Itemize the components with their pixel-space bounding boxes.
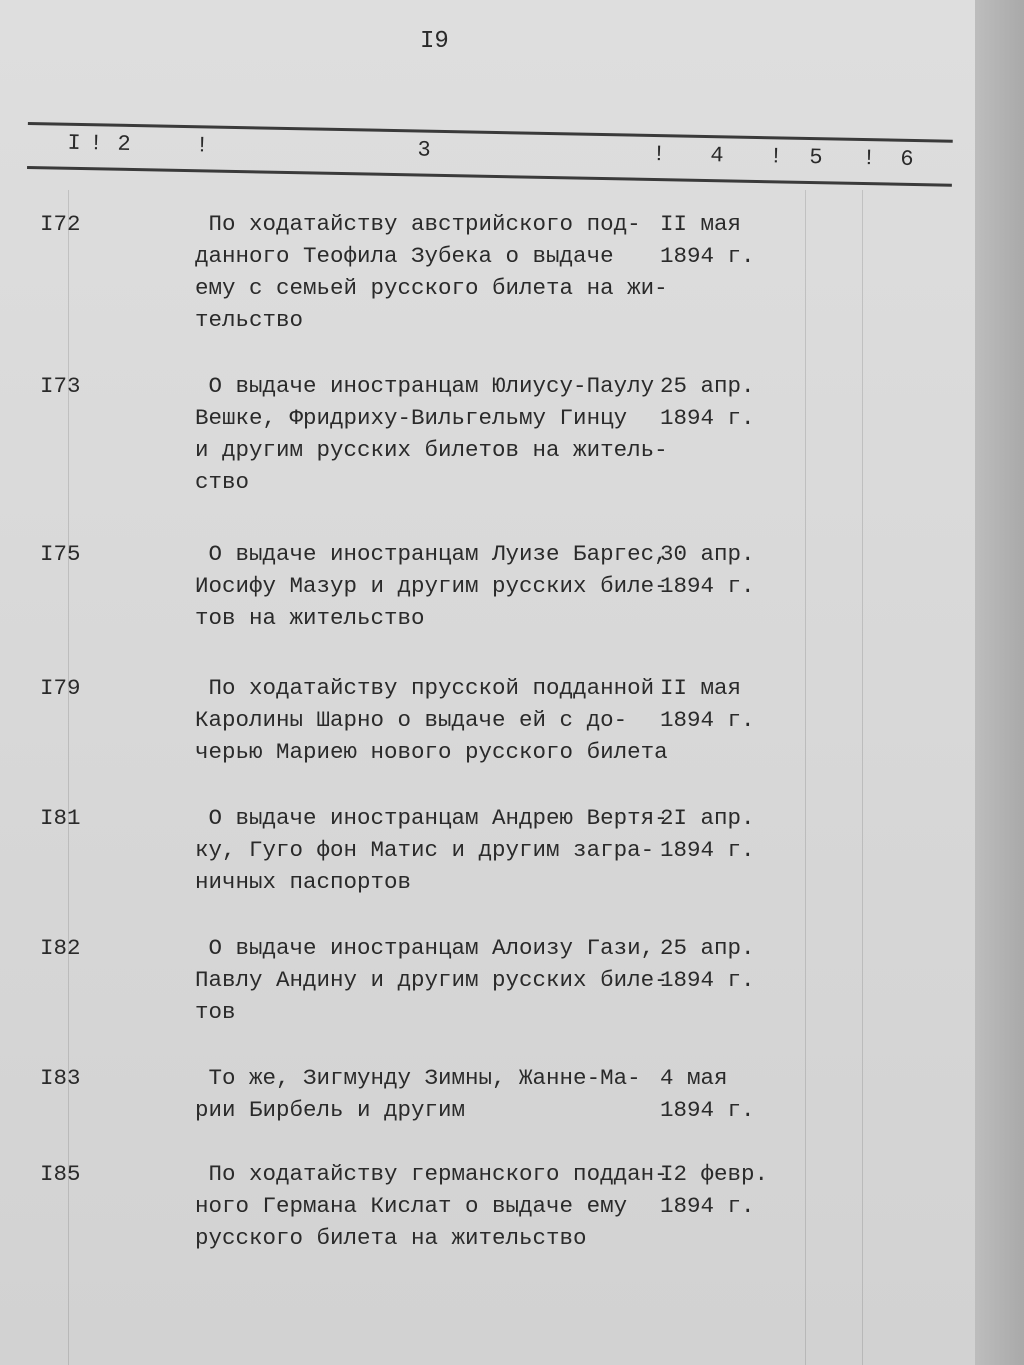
entry-date	[660, 802, 755, 866]
date-line: 1894 г.	[660, 1193, 755, 1219]
entry-number: I81	[40, 805, 81, 831]
entry-date	[660, 1062, 755, 1126]
description-line: По ходатайству германского поддан-	[195, 1161, 668, 1187]
description-line: Павлу Андину и другим русских биле-	[195, 967, 668, 993]
entry-description	[195, 370, 668, 498]
entry-description	[195, 1158, 668, 1254]
description-line: О выдаче иностранцам Юлиусу-Паулу	[195, 373, 655, 399]
date-line: 2I апр.	[660, 805, 755, 831]
entry-date	[660, 672, 755, 736]
date-line: 30 апр.	[660, 541, 755, 567]
header-sep: !	[652, 141, 666, 168]
entry-number: I79	[40, 675, 81, 701]
date-line: 1894 г.	[660, 1097, 755, 1123]
header-col-1: I	[67, 130, 81, 157]
description-line: и другим русских билетов на житель-	[195, 437, 668, 463]
entry-description	[195, 802, 668, 898]
description-line: рии Бирбель и другим	[195, 1097, 466, 1123]
entry-description	[195, 538, 668, 634]
header-col-4: 4	[710, 143, 724, 169]
description-line: ного Германа Кислат о выдаче ему	[195, 1193, 628, 1219]
entry-number: I72	[40, 211, 81, 237]
entry-date	[660, 1158, 768, 1222]
date-line: 25 апр.	[660, 373, 755, 399]
description-line: тов на жительство	[195, 605, 425, 631]
date-line: 25 апр.	[660, 935, 755, 961]
header-col-3: 3	[417, 137, 431, 163]
entry-date	[660, 538, 755, 602]
description-line: черью Мариею нового русского билета	[195, 739, 668, 765]
description-line: тельство	[195, 307, 304, 333]
entry-description	[195, 1062, 641, 1126]
entry-number: I82	[40, 935, 81, 961]
date-line: II мая	[660, 211, 742, 237]
description-line: О выдаче иностранцам Андрею Вертя-	[195, 805, 668, 831]
entry-number: I83	[40, 1065, 81, 1091]
description-line: Иосифу Мазур и другим русских биле-	[195, 573, 668, 599]
entry-number: I75	[40, 541, 81, 567]
entry-date	[660, 208, 755, 272]
description-line: ему с семьей русского билета на жи-	[195, 275, 668, 301]
header-sep: !	[769, 144, 783, 170]
description-line: ство	[195, 469, 250, 495]
date-line: 1894 г.	[660, 837, 755, 863]
header-col-5: 5	[809, 145, 823, 171]
description-line: русского билета на жительство	[195, 1225, 587, 1251]
entry-description	[195, 932, 668, 1028]
entry-number: I85	[40, 1161, 81, 1187]
entry-date	[660, 370, 755, 434]
description-line: данного Теофила Зубека о выдаче	[195, 243, 614, 269]
description-line: ку, Гуго фон Матис и другим загра-	[195, 837, 655, 863]
column-rule	[862, 190, 863, 1365]
header-col-2: 2	[117, 131, 131, 157]
date-line: 1894 г.	[660, 243, 755, 269]
header-sep: !	[862, 146, 876, 172]
description-line: По ходатайству прусской подданной	[195, 675, 655, 701]
date-line: 1894 г.	[660, 707, 755, 733]
column-rule	[805, 190, 806, 1365]
date-line: 4 мая	[660, 1065, 728, 1091]
description-line: Каролины Шарно о выдаче ей с до-	[195, 707, 628, 733]
date-line: 1894 г.	[660, 405, 755, 431]
date-line: 1894 г.	[660, 967, 755, 993]
description-line: ничных паспортов	[195, 869, 412, 895]
description-line: О выдаче иностранцам Алоизу Гази,	[195, 935, 655, 961]
date-line: II мая	[660, 675, 742, 701]
description-line: По ходатайству австрийского под-	[195, 211, 641, 237]
description-line: О выдаче иностранцам Луизе Баргес,	[195, 541, 668, 567]
date-line: I2 февр.	[660, 1161, 769, 1187]
entry-description	[195, 208, 668, 336]
entry-number: I73	[40, 373, 81, 399]
page-number: I9	[420, 28, 449, 55]
entry-description	[195, 672, 668, 768]
header-sep: !	[89, 131, 103, 157]
page-edge	[975, 0, 1024, 1365]
description-line: Вешке, Фридриху-Вильгельму Гинцу	[195, 405, 628, 431]
description-line: То же, Зигмунду Зимны, Жанне-Ма-	[195, 1065, 641, 1091]
entry-date	[660, 932, 755, 996]
description-line: тов	[195, 999, 236, 1025]
header-col-6: 6	[900, 146, 914, 173]
date-line: 1894 г.	[660, 573, 755, 599]
header-sep: !	[195, 133, 209, 159]
